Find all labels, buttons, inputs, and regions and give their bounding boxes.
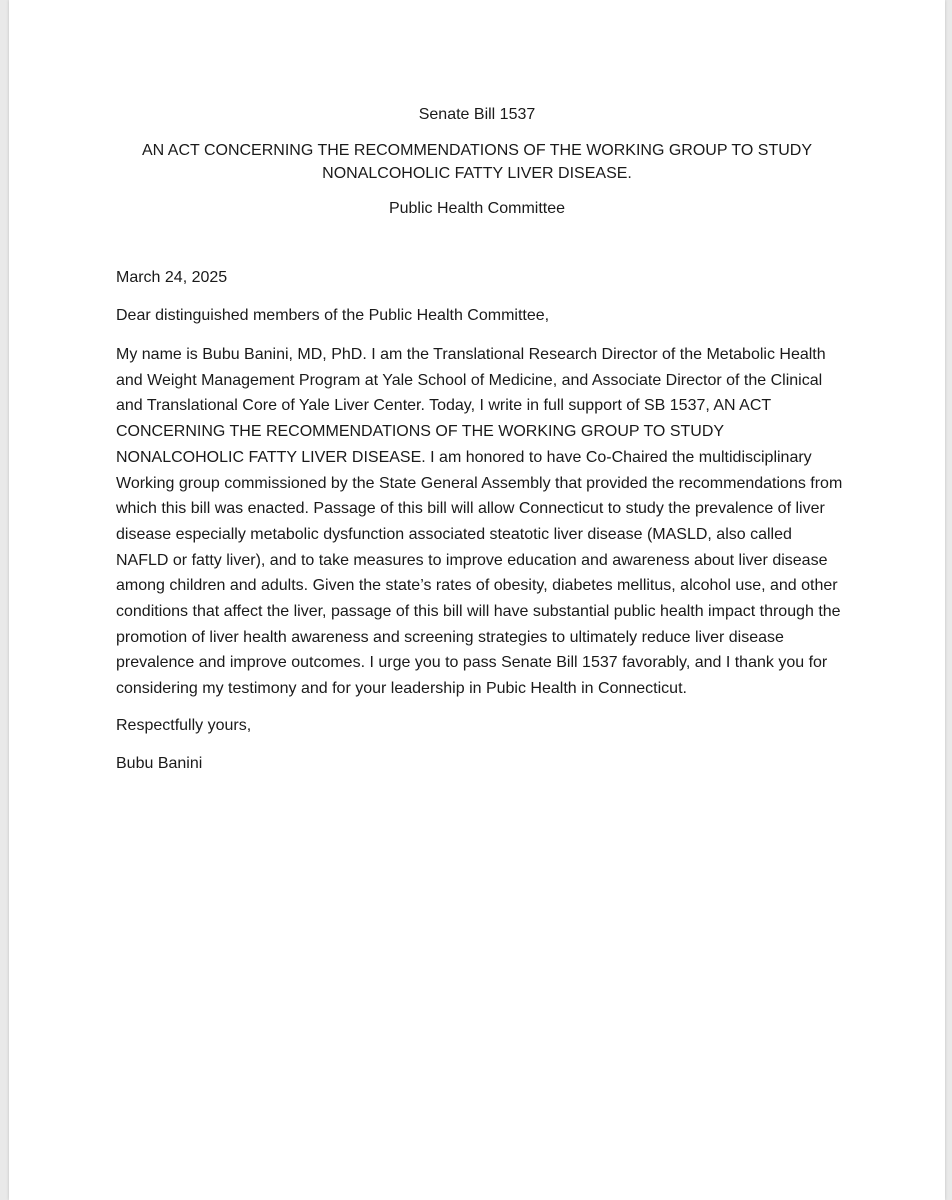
committee-name: Public Health Committee bbox=[388, 200, 566, 217]
closing: Respectfully yours, bbox=[116, 716, 252, 734]
testimony-paragraph: My name is Bubu Banini, MD, PhD. I am the Translational Research Director of the Metabolic Health and Weight Management Program at Yale School of Medicine, and Associate Director of the Clinical and Translational Core of Yale Liver Center. Today, I write in full support of SB 1537, AN ACT CONCERNING THE RECOMMENDATIONS OF THE WORKING GROUP TO STUDY NONALCOHOLIC FATTY LIVER DISEASE. I am honored to have Co-Chaired the multidisciplinary Working group commissioned by the State General Assembly that provided the recommendations from which this bill was enacted. Passage of this bill will allow Connecticut to study the prevalence of liver disease especially metabolic dysfunction associated steatotic liver disease (MASLD, also called NAFLD or fatty liver), and to take measures to improve education and awareness about liver disease among children and adults. Given the state’s rates of obesity, diabetes mellitus, alcohol use, and other conditions that affect the liver, passage of this bill will have substantial public health impact through the promotion of liver health awareness and screening strategies to ultimately reduce liver disease prevalence and improve outcomes. I urge you to pass Senate Bill 1537 favorably, and I thank you for considering my testimony and for your leadership in Pubic Health in Connecticut. bbox=[116, 346, 843, 698]
letter-date: March 24, 2025 bbox=[116, 269, 228, 286]
letter-body bbox=[116, 266, 846, 776]
document-header bbox=[9, 104, 945, 220]
act-title: AN ACT CONCERNING THE RECOMMENDATIONS OF THE WORKING GROUP TO STUDY NONALCOHOLIC FATTY LIVER DISEASE. bbox=[142, 142, 812, 182]
signature-name: Bubu Banini bbox=[116, 754, 203, 772]
salutation: Dear distinguished members of the Public Health Committee, bbox=[116, 307, 550, 324]
bill-title: Senate Bill 1537 bbox=[418, 106, 536, 123]
document-page bbox=[9, 0, 945, 1200]
